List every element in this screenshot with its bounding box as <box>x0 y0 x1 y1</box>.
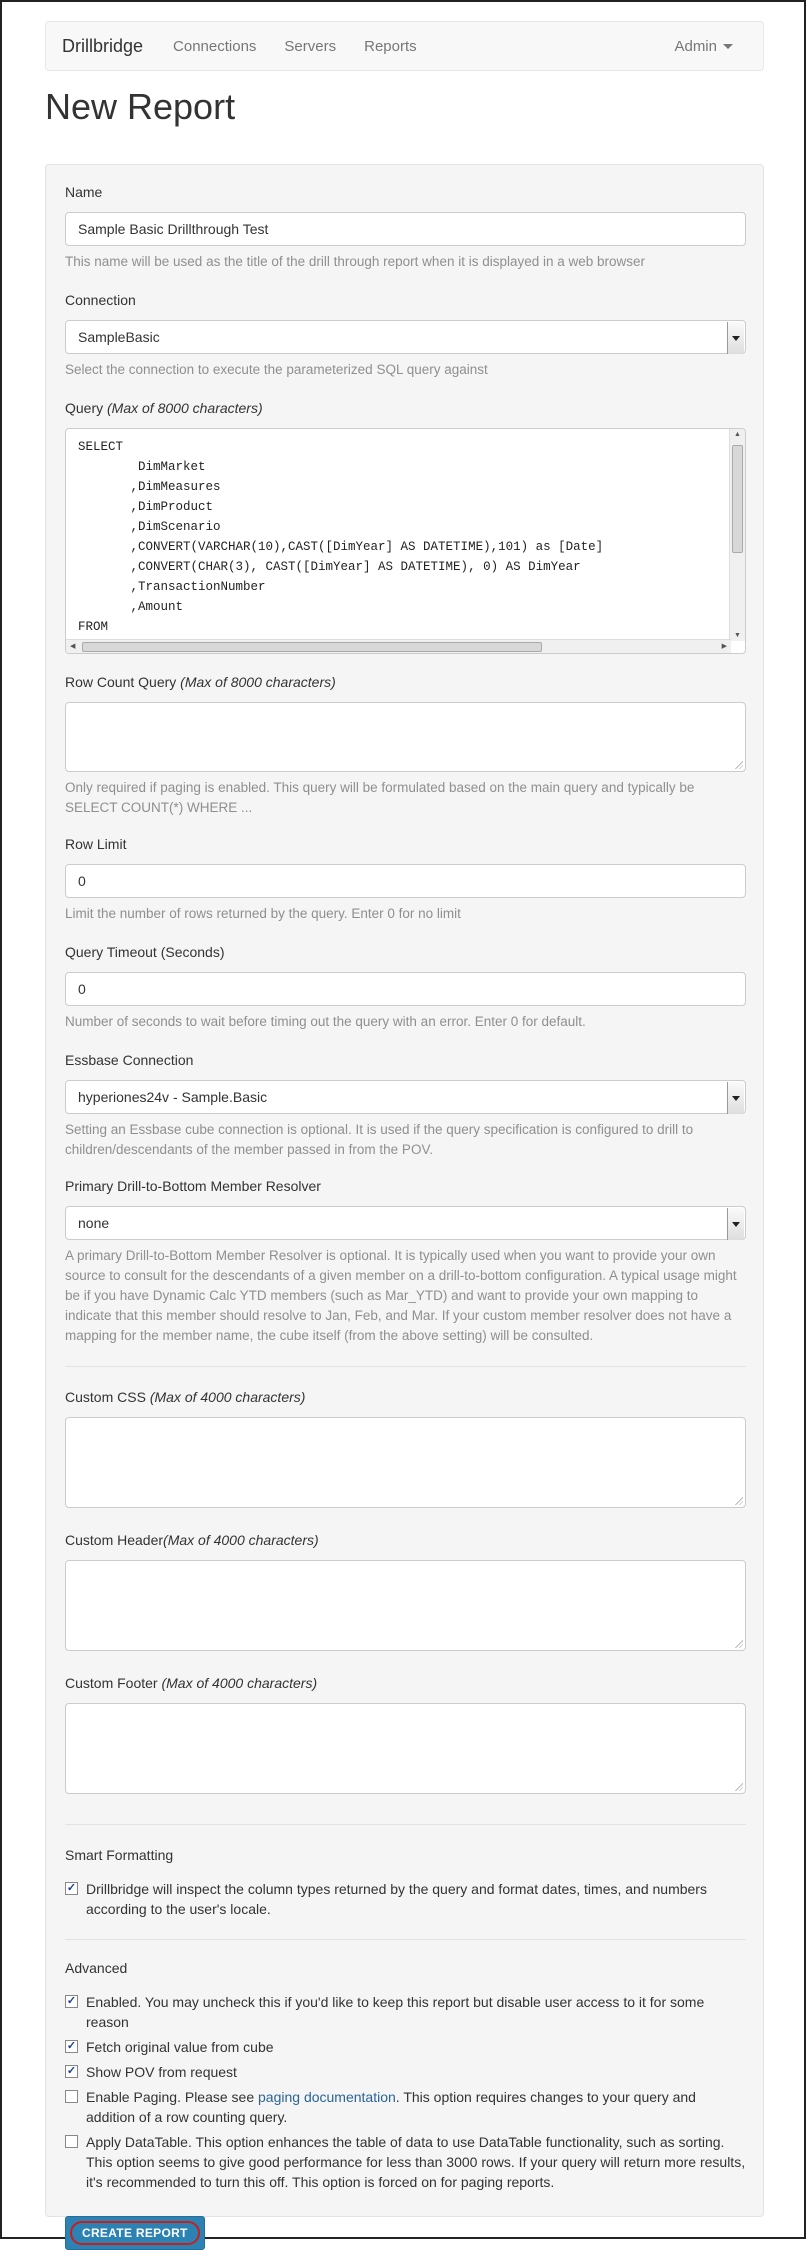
row-limit-input[interactable]: 0 <box>65 864 746 898</box>
brand-link[interactable]: Drillbridge <box>62 35 144 56</box>
name-label: Name <box>65 184 103 200</box>
connection-label: Connection <box>65 292 136 308</box>
section-divider <box>65 1366 746 1367</box>
smart-formatting-row[interactable] <box>65 1879 746 1919</box>
name-help: This name will be used as the title of the drill through report when it is displayed in a web browser <box>65 254 646 269</box>
row-limit-help: Limit the number of rows returned by the query. Enter 0 for no limit <box>65 906 461 921</box>
show-pov-label: Show POV from request <box>86 2064 237 2080</box>
create-report-label: CREATE REPORT <box>70 2221 200 2245</box>
smart-formatting-checkbox[interactable]: ✓ <box>66 1882 77 1894</box>
paging-documentation-link[interactable]: paging documentation <box>258 2089 396 2105</box>
vertical-scrollbar[interactable] <box>729 429 745 641</box>
query-line: ,DimScenario <box>78 520 221 534</box>
scroll-down-icon[interactable]: ▼ <box>734 632 741 639</box>
admin-dropdown[interactable] <box>674 38 733 55</box>
enabled-row[interactable] <box>65 1992 746 2032</box>
row-count-query-label-text: Row Count Query <box>65 674 177 690</box>
query-line: ,DimProduct <box>78 500 214 514</box>
paging-row[interactable] <box>65 2087 746 2127</box>
connection-value: SampleBasic <box>78 329 160 345</box>
resize-grip-icon[interactable] <box>735 1497 743 1505</box>
resize-grip-icon[interactable] <box>735 761 743 769</box>
enabled-label: Enabled. You may uncheck this if you'd like to keep this report but disable user access to it for some reason <box>86 1994 705 2030</box>
dropdown-arrow-icon[interactable] <box>727 322 744 354</box>
query-line: FROM <box>78 620 109 634</box>
vertical-scroll-thumb[interactable] <box>732 445 743 553</box>
nav-servers[interactable]: Servers <box>284 37 337 55</box>
caret-down-icon <box>723 44 733 49</box>
scroll-up-icon[interactable]: ▲ <box>734 431 741 438</box>
query-label-note: (Max of 8000 characters) <box>107 400 263 416</box>
enabled-checkbox[interactable]: ✓ <box>66 1995 77 2007</box>
query-timeout-input[interactable]: 0 <box>65 972 746 1006</box>
scroll-left-icon[interactable]: ◀ <box>70 643 76 650</box>
page-title: New Report <box>45 86 236 127</box>
custom-footer-label-text: Custom Footer <box>65 1675 158 1691</box>
advanced-title: Advanced <box>65 1960 128 1976</box>
row-count-query-label <box>65 672 746 692</box>
resize-grip-icon[interactable] <box>735 1640 743 1648</box>
custom-footer-textarea[interactable] <box>65 1703 746 1794</box>
custom-css-label-note: (Max of 4000 characters) <box>149 1389 306 1405</box>
datatable-label: Apply DataTable. This option enhances the table of data to use DataTable functionality, such as sorting. This option seems to give good performance for less than 3000 rows. If your query will return more results, it's recommended to turn this off. This option is forced on for paging reports. <box>86 2134 746 2190</box>
nav-reports[interactable]: Reports <box>364 37 417 55</box>
query-timeout-label: Query Timeout (Seconds) <box>65 944 225 960</box>
custom-footer-label <box>65 1673 746 1693</box>
smart-formatting-title: Smart Formatting <box>65 1847 174 1863</box>
navbar <box>45 21 764 71</box>
query-textarea[interactable] <box>65 428 746 654</box>
paging-checkbox[interactable] <box>65 2090 78 2103</box>
section-divider <box>65 1939 746 1940</box>
custom-header-textarea[interactable] <box>65 1560 746 1651</box>
essbase-connection-label: Essbase Connection <box>65 1052 194 1068</box>
resolver-select[interactable] <box>65 1206 746 1240</box>
dropdown-arrow-icon[interactable] <box>727 1082 744 1114</box>
query-line: ,Amount <box>78 600 184 614</box>
fetch-original-label: Fetch original value from cube <box>86 2039 274 2055</box>
query-label <box>65 398 746 418</box>
show-pov-checkbox[interactable]: ✓ <box>66 2065 77 2077</box>
query-timeout-help: Number of seconds to wait before timing out the query with an error. Enter 0 for default. <box>65 1014 586 1029</box>
connection-select[interactable] <box>65 320 746 354</box>
fetch-original-row[interactable] <box>65 2037 746 2057</box>
resolver-help: A primary Drill-to-Bottom Member Resolver is optional. It is typically used when you want to provide your own source to consult for the descendants of a given member on a drill-to-bottom configuration. A typical usage might be if you have Dynamic Calc YTD members (such as Mar_YTD) and want to provide your own mapping to indicate that this member should resolve to Jan, Feb, and Mar. If your custom member resolver does not have a mapping for the member name, the cube itself (from the above setting) will be consulted. <box>65 1248 737 1343</box>
query-label-text: Query <box>65 400 104 416</box>
scroll-right-icon[interactable]: ▶ <box>721 643 727 650</box>
resolver-value: none <box>78 1215 110 1231</box>
query-line: DimMarket <box>78 460 206 474</box>
report-form <box>45 164 764 2240</box>
query-code <box>78 437 725 637</box>
nav-connections[interactable]: Connections <box>173 37 257 55</box>
custom-footer-label-note: (Max of 4000 characters) <box>161 1675 318 1691</box>
row-count-query-help: Only required if paging is enabled. This query will be formulated based on the main query and typically be SELECT COUNT(*) WHERE ... <box>65 780 695 815</box>
query-line: ,DimMeasures <box>78 480 221 494</box>
query-line: ,CONVERT(CHAR(3), CAST([DimYear] AS DATETIME), 0) AS DimYear <box>78 560 581 574</box>
query-line: ,TransactionNumber <box>78 580 266 594</box>
paging-label-after: . This option requires changes to your query and addition of a row counting query. <box>86 2089 696 2125</box>
admin-label: Admin <box>674 37 717 55</box>
resize-grip-icon[interactable] <box>735 1783 743 1791</box>
name-input[interactable]: Sample Basic Drillthrough Test <box>65 212 746 246</box>
essbase-connection-value: hyperiones24v - Sample.Basic <box>78 1089 268 1105</box>
row-count-query-textarea[interactable] <box>65 702 746 772</box>
section-divider <box>65 1824 746 1825</box>
datatable-row[interactable] <box>65 2132 746 2192</box>
query-line: SELECT <box>78 440 124 454</box>
horizontal-scroll-thumb[interactable] <box>82 642 542 652</box>
custom-header-label-text: Custom Header <box>65 1532 164 1548</box>
custom-header-label <box>65 1530 746 1550</box>
show-pov-row[interactable] <box>65 2062 746 2082</box>
custom-css-label <box>65 1387 746 1407</box>
essbase-connection-select[interactable] <box>65 1080 746 1114</box>
custom-css-textarea[interactable] <box>65 1417 746 1508</box>
smart-formatting-label: Drillbridge will inspect the column types returned by the query and format dates, times, and numbers according to the user's locale. <box>86 1881 707 1917</box>
essbase-connection-help: Setting an Essbase cube connection is optional. It is used if the query specification is configured to drill to children/descendants of the member passed in from the POV. <box>65 1122 694 1157</box>
custom-header-label-note: (Max of 4000 characters) <box>163 1532 319 1548</box>
row-count-query-label-note: (Max of 8000 characters) <box>180 674 336 690</box>
horizontal-scrollbar[interactable] <box>66 639 731 653</box>
dropdown-arrow-icon[interactable] <box>727 1208 744 1240</box>
query-line: ,CONVERT(VARCHAR(10),CAST([DimYear] AS DATETIME),101) as [Date] <box>78 540 604 554</box>
datatable-checkbox[interactable] <box>65 2135 78 2148</box>
fetch-original-checkbox[interactable]: ✓ <box>66 2040 77 2052</box>
create-report-button[interactable] <box>65 2216 205 2250</box>
connection-help: Select the connection to execute the parameterized SQL query against <box>65 362 488 377</box>
submit-row <box>65 2216 746 2250</box>
paging-label <box>86 2087 746 2127</box>
row-limit-label: Row Limit <box>65 836 127 852</box>
custom-css-label-text: Custom CSS <box>65 1389 146 1405</box>
resolver-label: Primary Drill-to-Bottom Member Resolver <box>65 1178 321 1194</box>
paging-label-before: Enable Paging. Please see <box>86 2089 259 2105</box>
